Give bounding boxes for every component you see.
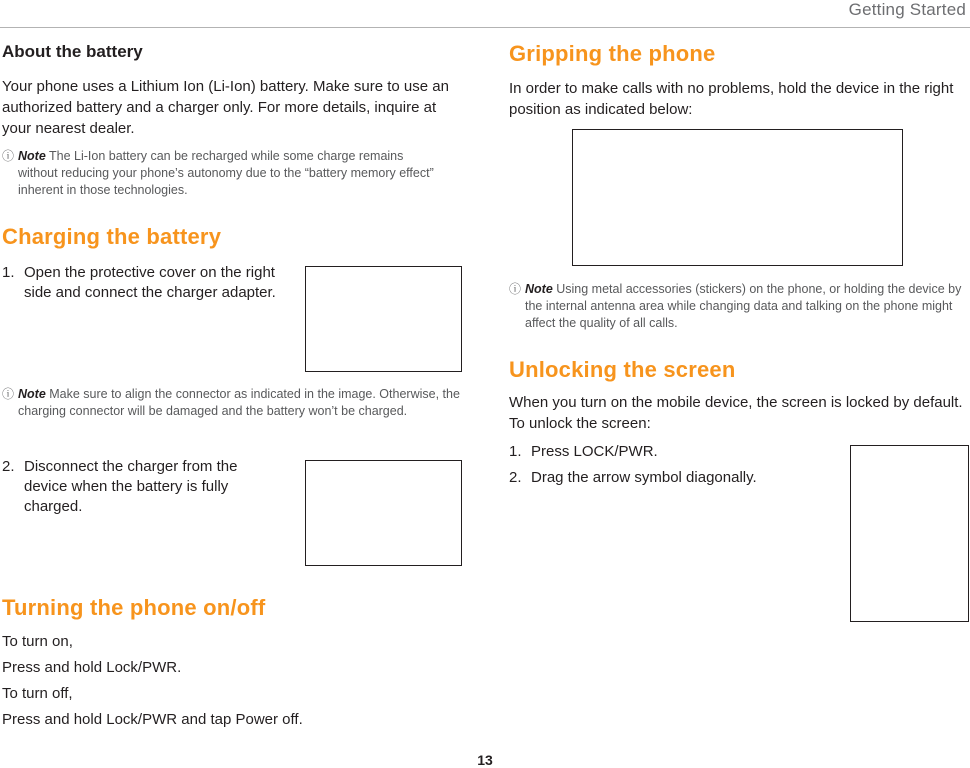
phone-grip-image (572, 129, 903, 266)
step-text: Press (531, 443, 574, 460)
instruction-text: Press and hold (2, 659, 107, 676)
note-label: Note (525, 282, 553, 296)
step-text: Disconnect the charger from the device when the battery is fully charged. (24, 458, 238, 515)
gripping-body: In order to make calls with no problems, hold the device in the right position as indicated below: (509, 80, 954, 118)
turn-on-label: To turn on, (2, 633, 73, 650)
instruction-text: and tap (177, 711, 236, 728)
note-label: Note (18, 387, 46, 401)
step-text: Drag the arrow symbol diagonally. (531, 469, 757, 486)
unlocking-body: When you turn on the mobile device, the screen is locked by default. To unlock the screen: (509, 394, 963, 432)
note-text: Using metal accessories (stickers) on the phone, or holding the device by the internal antenna area while changing data and talking on the phone might affect the quality of all calls. (525, 282, 962, 330)
instruction-text: Press and hold (2, 711, 107, 728)
unlocking-step-1 (509, 442, 829, 462)
note-label: Note (18, 149, 46, 163)
lock-pwr-key: Lock/PWR (106, 659, 178, 676)
turn-on-instruction (2, 659, 181, 676)
about-battery-heading: About the battery (2, 42, 143, 61)
step-text: . (653, 443, 658, 460)
step-number: 1. (509, 443, 522, 460)
gripping-section-title: Gripping the phone (509, 41, 716, 66)
about-battery-note (2, 148, 442, 199)
note-icon: ⓘ (2, 149, 15, 163)
step-number: 1. (2, 264, 15, 281)
header-divider (0, 27, 970, 28)
note-icon: ⓘ (509, 282, 522, 296)
running-header-title: Getting Started (848, 0, 966, 19)
note-icon: ⓘ (2, 387, 15, 401)
lock-pwr-key: Lock/PWR (106, 711, 178, 728)
unlocking-section-title: Unlocking the screen (509, 357, 736, 382)
instruction-text: . (177, 659, 182, 676)
charging-note (2, 386, 464, 420)
unlock-screen-image (850, 445, 969, 622)
unlocking-step-2 (509, 468, 829, 488)
charger-disconnect-image (305, 460, 462, 566)
step-text: Open the protective cover on the right side and connect the charger adapter. (24, 264, 276, 301)
page-number: 13 (477, 752, 493, 768)
charger-connection-image (305, 266, 462, 372)
note-text: Make sure to align the connector as indicated in the image. Otherwise, the charging connector will be damaged and the battery won’t be charged. (18, 387, 460, 418)
charging-section-title: Charging the battery (2, 224, 222, 249)
turn-off-label: To turn off, (2, 685, 73, 702)
step-number: 2. (2, 458, 15, 475)
turn-off-instruction (2, 711, 303, 728)
about-battery-body: Your phone uses a Lithium Ion (Li-Ion) battery. Make sure to use an authorized battery and a charger only. For more details, inquire at your nearest dealer. (2, 78, 449, 137)
charging-step-1 (2, 263, 287, 303)
step-number: 2. (509, 469, 522, 486)
power-off-option: Power off (235, 711, 299, 728)
power-section-title: Turning the phone on/off (2, 595, 266, 620)
lock-pwr-key: LOCK/PWR (573, 443, 654, 460)
gripping-note (509, 281, 967, 332)
charging-step-2 (2, 457, 257, 517)
instruction-text: . (298, 711, 303, 728)
note-text: The Li-Ion battery can be recharged while some charge remains without reducing your phone’s autonomy due to the “battery memory effect” inherent in those technologies. (18, 149, 434, 197)
